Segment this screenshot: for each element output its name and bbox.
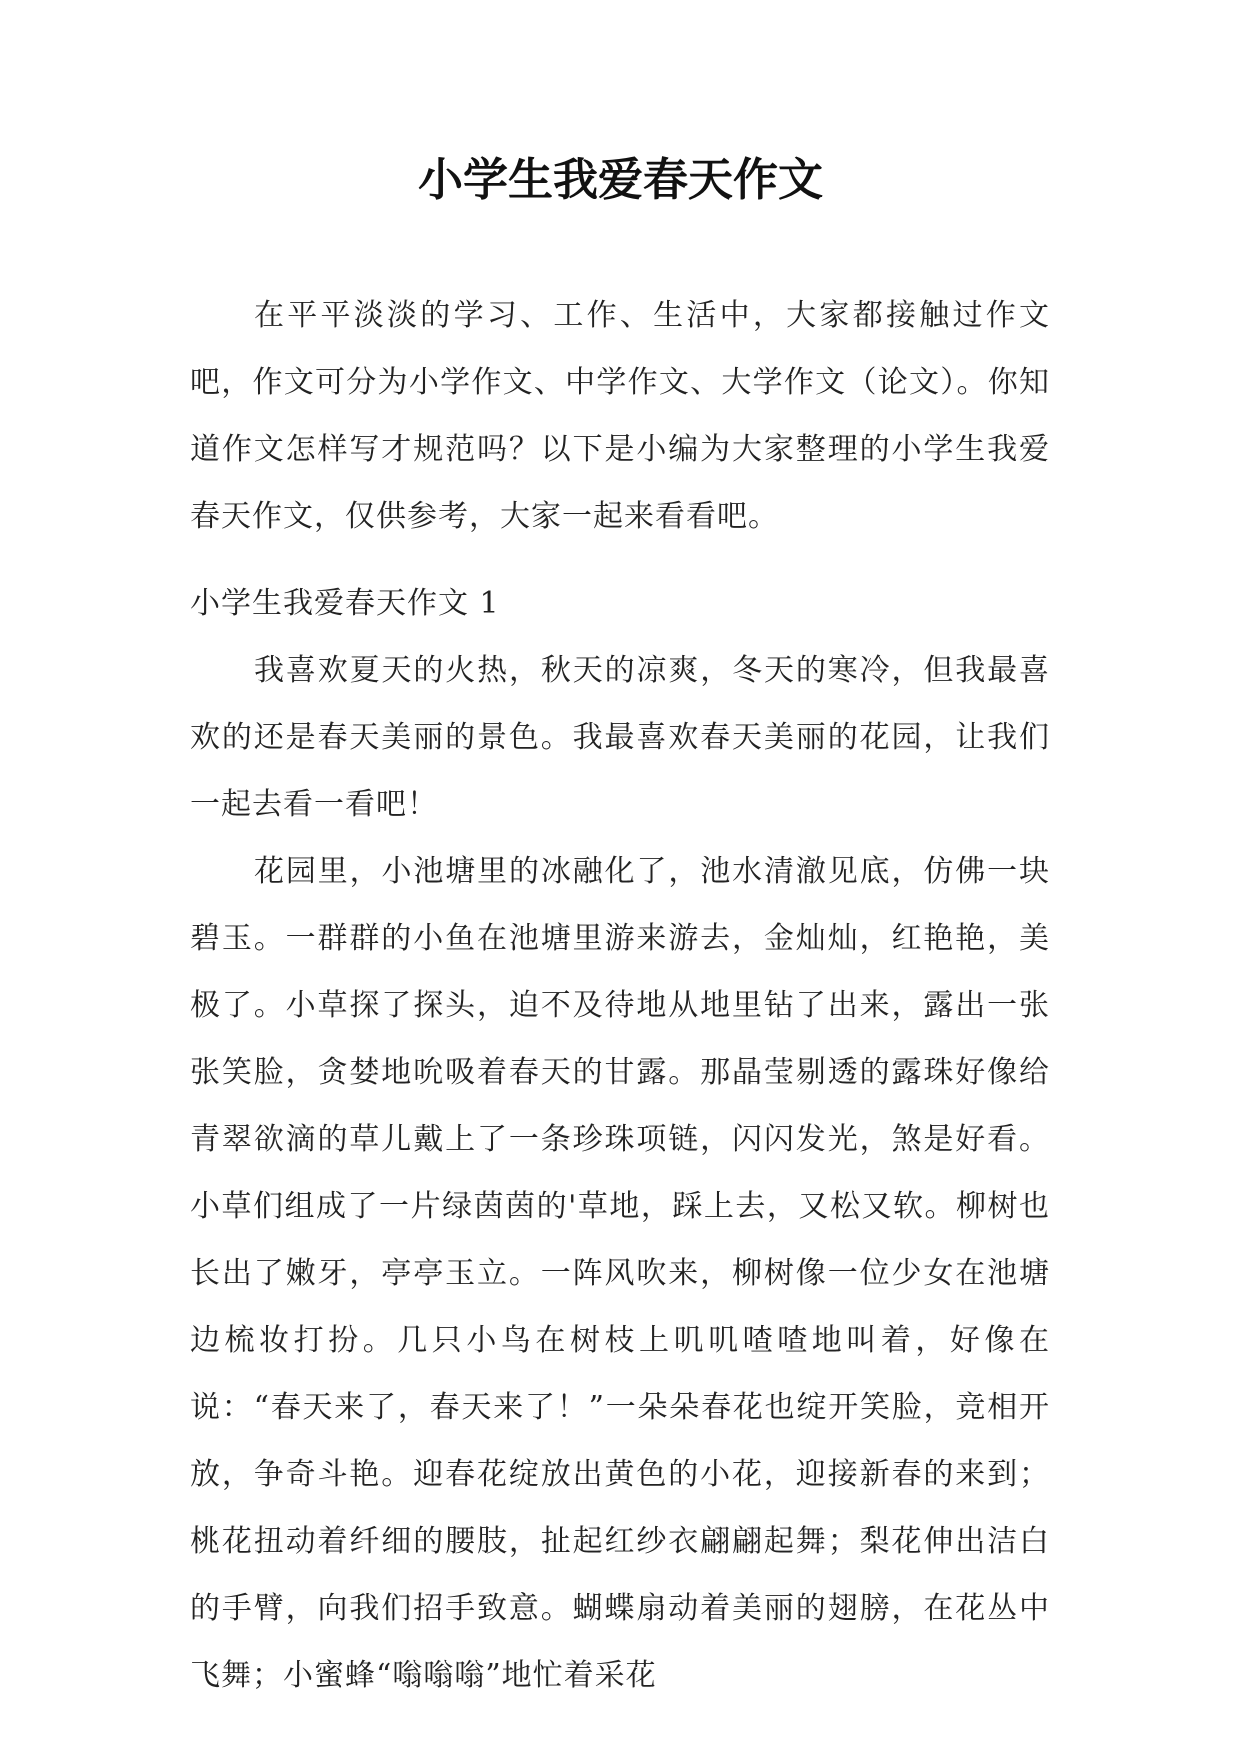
intro-paragraph: 在平平淡淡的学习、工作、生活中，大家都接触过作文吧，作文可分为小学作文、中学作文、大学作文（论文）。你知道作文怎样写才规范吗？以下是小编为大家整理的小学生我爱春天作文，仅供参考，大家一起来看看吧。 bbox=[190, 298, 1050, 534]
essay-section bbox=[190, 570, 1050, 1709]
section-heading: 小学生我爱春天作文 1 bbox=[190, 586, 500, 621]
essay-paragraph: 我喜欢夏天的火热，秋天的凉爽，冬天的寒冷，但我最喜欢的还是春天美丽的景色。我最喜欢春天美丽的花园，让我们一起去看一看吧！ bbox=[190, 653, 1050, 822]
document-title: 小学生我爱春天作文 bbox=[417, 153, 823, 206]
essay-paragraph: 花园里，小池塘里的冰融化了，池水清澈见底，仿佛一块碧玉。一群群的小鱼在池塘里游来游去，金灿灿，红艳艳，美极了。小草探了探头，迫不及待地从地里钻了出来，露出一张张笑脸，贪婪地吮吸着春天的甘露。那晶莹剔透的露珠好像给青翠欲滴的草儿戴上了一条珍珠项链，闪闪发光，煞是好看。小草们组成了一片绿茵茵的'草地，踩上去，又松又软。柳树也长出了嫩牙，亭亭玉立。一阵风吹来，柳树像一位少女在池塘边梳妆打扮。几只小鸟在树枝上叽叽喳喳地叫着，好像在说：“春天来了，春天来了！”一朵朵春花也绽开笑脸，竞相开放，争奇斗艳。迎春花绽放出黄色的小花，迎接新春的来到；桃花扭动着纤细的腰肢，扯起红纱衣翩翩起舞；梨花伸出洁白的手臂，向我们招手致意。蝴蝶扇动着美丽的翅膀，在花丛中飞舞；小蜜蜂“嗡嗡嗡”地忙着采花 bbox=[190, 854, 1050, 1693]
intro-block bbox=[190, 282, 1050, 550]
